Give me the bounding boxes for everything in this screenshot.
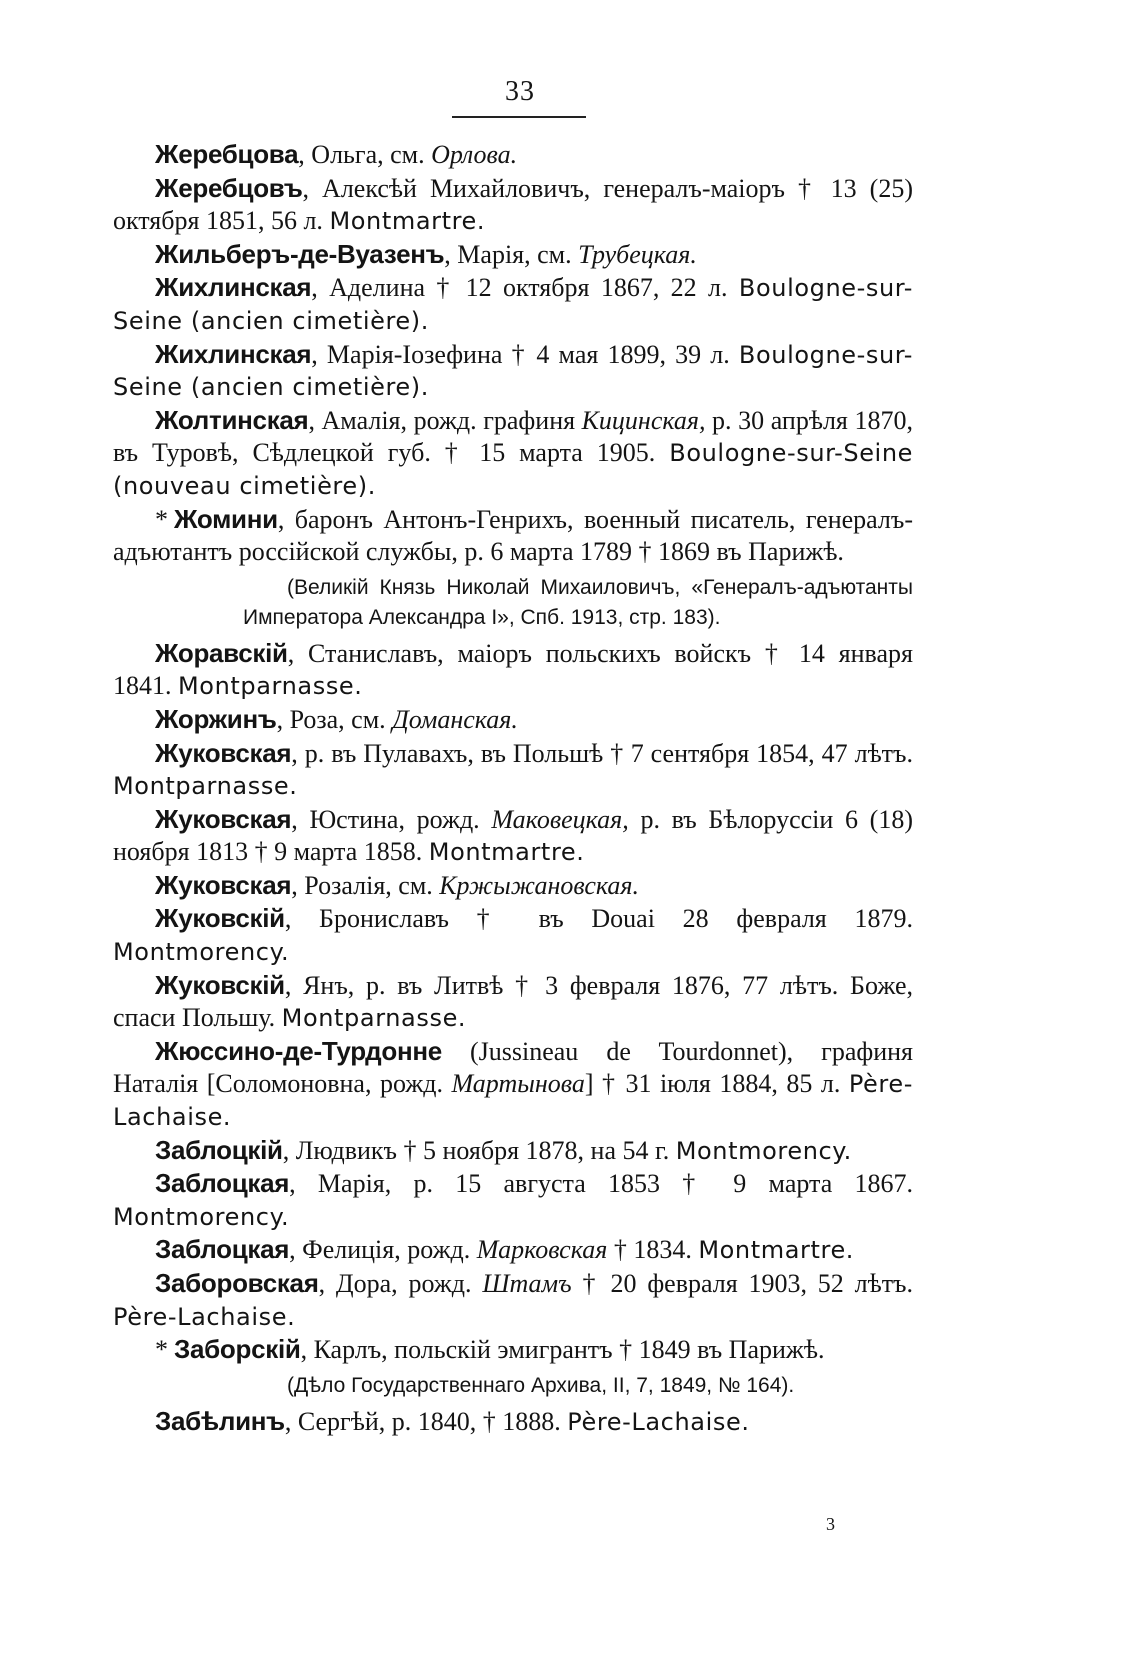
entry-asterisk: * (155, 1335, 168, 1365)
entry (113, 869, 913, 903)
entry-text: , Амалія, рожд. графиня (308, 405, 582, 435)
entry-italic-name: Орлова. (431, 140, 518, 169)
entry-surname: Жуковская (155, 803, 292, 834)
entry (113, 271, 913, 337)
entry-text: р. 30 апрѣля 1870, въ Туровѣ, Сѣдлецкой губ. † 15 марта 1905. (113, 405, 913, 468)
entry-cemetery: Montmorency. (113, 938, 290, 967)
entry-text: , Станиславъ, маіоръ польскихъ войскъ † 14 января 1841. (113, 638, 913, 701)
entry-cemetery: Père-Lachaise. (567, 1407, 750, 1436)
entry-cemetery: Boulogne-sur-Seine (ancien cimetière). (113, 274, 913, 335)
entry-surname: Жильберъ-де-Вуазенъ (155, 238, 445, 269)
citation-note: (Дѣло Государственнаго Архива, II, 7, 1849, № 164). (287, 1373, 795, 1397)
entry-text: , Юстина, рожд. (291, 804, 492, 834)
entry-cemetery: Montmartre. (329, 207, 486, 236)
entry (113, 1267, 913, 1333)
entry-text: , Марія-Іозефина † 4 мая 1899, 39 л. (311, 339, 739, 369)
entry-text: , Роза, см. (276, 704, 393, 734)
entry (113, 138, 913, 172)
entry-surname: Жолтинская (155, 404, 309, 435)
entry-cemetery: Boulogne-sur-Seine (ancien cimetière). (113, 340, 913, 402)
entry-text: , Аделина † 12 октября 1867, 22 л. (311, 273, 739, 303)
entry-surname: Жомини (174, 503, 278, 534)
entry-text: , Сергѣй, р. 1840, † 1888. (284, 1406, 568, 1436)
entry-list (113, 138, 913, 1438)
entry-italic-name: Трубецкая. (578, 239, 697, 269)
entry (113, 404, 913, 503)
entry (113, 1134, 913, 1168)
entry-surname: Жуковская (155, 869, 292, 900)
entry (113, 1035, 913, 1134)
entry (113, 1233, 913, 1267)
entry-text: , Фелиція, рожд. (289, 1235, 477, 1265)
entry-surname: Жоржинъ (155, 703, 277, 734)
entry-text: р. въ Бѣлоруссіи 6 (18) ноября 1813 † 9 марта 1858. (113, 804, 913, 867)
entry-surname: Жуковскій (155, 903, 285, 934)
entry-cemetery: Montmorency. (113, 1202, 290, 1231)
entry-italic-name: Доманская. (392, 704, 518, 734)
entry-text: , Людвикъ † 5 ноября 1878, на 54 г. (282, 1135, 676, 1165)
entry-italic-name: Штамъ (482, 1269, 572, 1298)
entry (113, 969, 913, 1035)
entry-surname: Заблоцкая (155, 1168, 290, 1199)
entry-text: , р. въ Пулавахъ, въ Польшѣ † 7 сентября 1854, 47 лѣтъ. (291, 738, 913, 768)
entry-italic-name: Кицинская, (581, 405, 706, 435)
entry (113, 503, 913, 569)
entry-text: , Дора, рожд. (318, 1269, 483, 1298)
entry-surname: Заборскій (174, 1334, 301, 1365)
entry (113, 737, 913, 803)
entry-surname: Жуковская (155, 737, 292, 768)
entry-text: , баронъ Антонъ-Генрихъ, военный писатель, генералъ-адъютантъ россійской службы, р. 6 марта 1789 † 1869 въ Парижѣ. (113, 504, 913, 567)
entry-text: (Jussineau de Tourdonnet), графиня Наталія [Соломоновна, рожд. (113, 1036, 913, 1099)
entry-asterisk: * (155, 504, 168, 534)
entry-text: , Алексѣй Михайловичъ, генералъ-маіоръ † 13 (25) октября 1851, 56 л. (113, 173, 913, 236)
entry (113, 238, 913, 272)
entry (113, 803, 913, 869)
entry (113, 172, 913, 238)
entry-text: , Ольга, см. (298, 140, 432, 169)
entry-cemetery: Montparnasse. (178, 672, 363, 701)
entry-italic-name: Маковецкая, (491, 804, 629, 834)
entry-cemetery: Montmartre. (428, 838, 585, 867)
entry-surname: Заблоцкая (155, 1234, 290, 1265)
entry (113, 338, 913, 404)
page-number: 33 (505, 76, 535, 107)
entry-text: , Янъ, р. въ Литвѣ † 3 февраля 1876, 77 лѣтъ. Боже, спаси Польшу. (113, 970, 913, 1033)
entry-cemetery: Boulogne-sur-Seine (nouveau cimetière). (113, 439, 913, 500)
entry-surname: Жуковскій (155, 969, 285, 1000)
entry-text: , Брониславъ † въ Douai 28 февраля 1879. (284, 904, 913, 934)
entry-text: , Марія, см. (444, 239, 579, 269)
entry-cemetery: Père-Lachaise. (113, 1070, 913, 1132)
entry-surname: Жюссино-де-Турдонне (155, 1035, 442, 1066)
printer-signature-mark: 3 (826, 1514, 835, 1534)
entry-italic-name: Кржыжановская. (439, 870, 640, 900)
entry-text: , Розалія, см. (291, 870, 440, 900)
entry (113, 1167, 913, 1233)
entry-text: , Карлъ, польскій эмигрантъ † 1849 въ Парижѣ. (300, 1335, 825, 1365)
entry-cemetery: Père-Lachaise. (113, 1302, 296, 1331)
entry-surname: Жихлинская (155, 272, 312, 303)
entry-text: † 1834. (607, 1235, 699, 1265)
entry-italic-name: Мартынова (451, 1069, 585, 1099)
citation-note: (Великій Князь Николай Михаиловичъ, «Генералъ-адъютанты Императора Александра I», Спб. 1913, стр. 183). (243, 575, 913, 629)
entry (113, 703, 913, 737)
entry-surname: Жеребцова (155, 139, 299, 169)
entry-cemetery: Montmorency. (675, 1136, 852, 1165)
entry-surname: Жоравскій (155, 637, 288, 668)
entry-cemetery: Montparnasse. (281, 1004, 467, 1033)
entry-surname: Жеребцовъ (155, 172, 303, 203)
entry (113, 1333, 913, 1367)
entry (113, 637, 913, 703)
entry-text: ] † 31 іюля 1884, 85 л. (584, 1069, 849, 1099)
entry-surname: Заблоцкій (155, 1134, 283, 1165)
entry-surname: Жихлинская (155, 338, 312, 369)
entry-cemetery: Montmartre. (698, 1236, 855, 1265)
entry-cemetery: Montparnasse. (113, 772, 298, 801)
entry (113, 902, 913, 968)
entry-surname: Забѣлинъ (155, 1405, 285, 1436)
entry (113, 1405, 913, 1439)
page-number-underline (452, 116, 586, 118)
entry-text: , Марія, р. 15 августа 1853 † 9 марта 1867. (289, 1169, 913, 1199)
entry-italic-name: Марковская (476, 1235, 608, 1265)
entry-surname: Заборовская (155, 1268, 319, 1298)
entry-text: † 20 февраля 1903, 52 лѣтъ. (571, 1269, 914, 1298)
